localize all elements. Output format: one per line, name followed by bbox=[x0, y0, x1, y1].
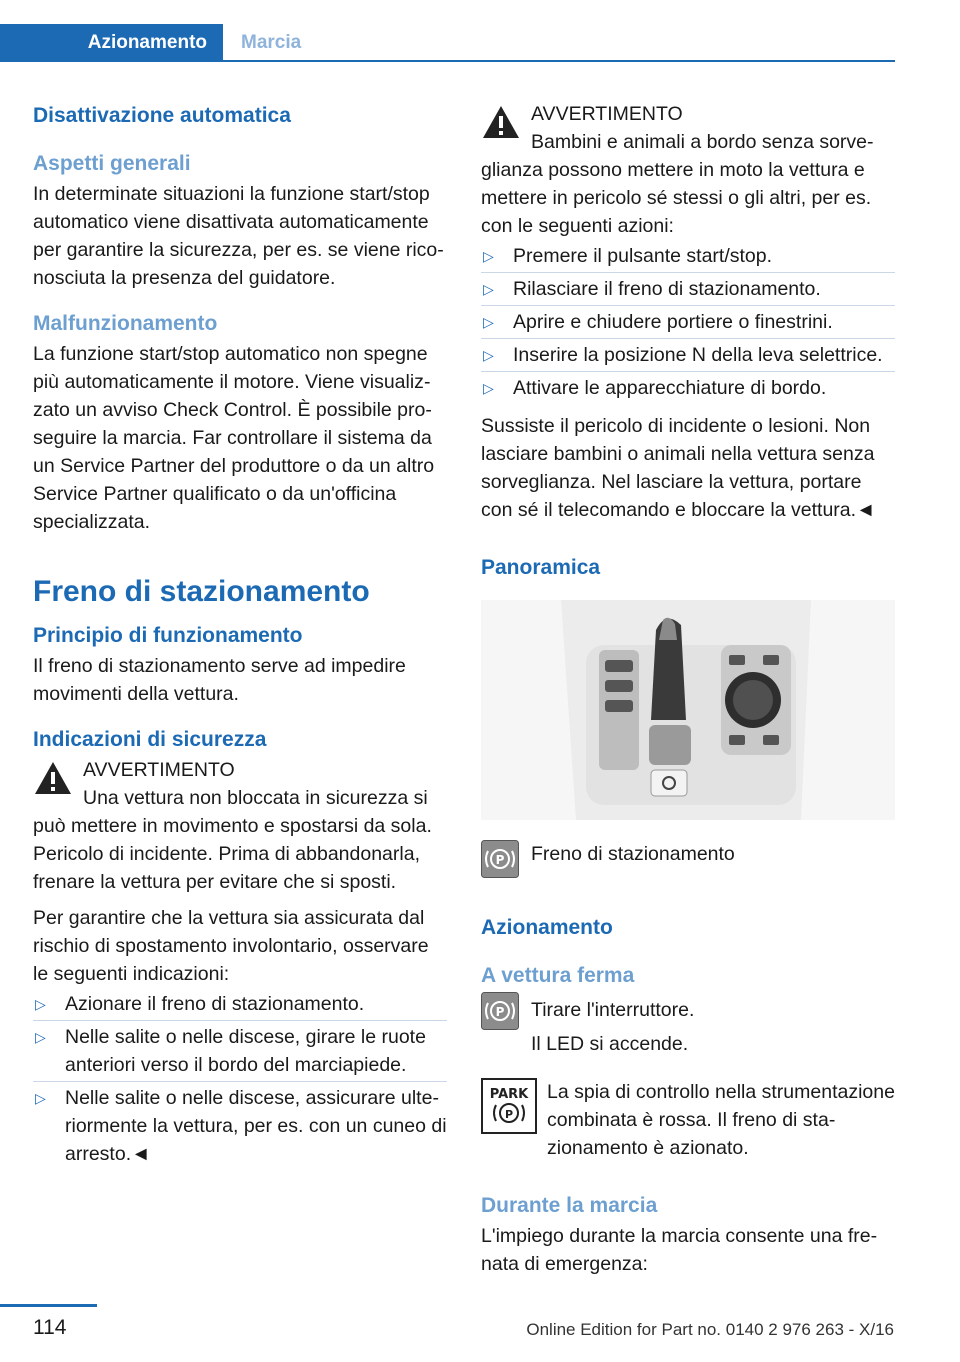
paragraph-led: Il LED si accende. bbox=[531, 1033, 689, 1055]
right-list bbox=[481, 240, 895, 404]
center-console-illustration bbox=[481, 600, 895, 820]
heading-aspetti-generali: Aspetti generali bbox=[33, 152, 191, 175]
warning-title: AVVERTIMENTO bbox=[83, 759, 235, 781]
list-item: ▷ Attivare le apparecchiature di bordo. bbox=[481, 372, 895, 404]
header-tabs bbox=[0, 24, 895, 62]
triangle-bullet-icon: ▷ bbox=[483, 380, 494, 396]
footer-rule bbox=[0, 1304, 97, 1307]
page-number: 114 bbox=[33, 1316, 67, 1339]
svg-text:P: P bbox=[495, 1005, 505, 1019]
paragraph-garantire: Per garantire che la vettura sia assicurata dal rischio di spostamento involontario, osservare le seguenti indicazioni: bbox=[33, 907, 429, 985]
heading-principio: Principio di funzionamento bbox=[33, 624, 303, 647]
paragraph-spia: La spia di controllo nella strumentazione combinata è rossa. Il freno di stazionamento è azionato. bbox=[547, 1081, 895, 1159]
svg-text:PARK: PARK bbox=[489, 1087, 529, 1102]
warning-text: Una vettura non bloccata in sicurezza si può mettere in movimento e spostarsi da sola. Pericolo di incidente. Prima di abbandonarla, frenare la vettura per evitare che si sposti. bbox=[33, 787, 432, 893]
list-item: ▷ Nelle salite o nelle discese, girare le ruote anteriori verso il bordo del marciapiede. bbox=[33, 1021, 447, 1082]
parking-brake-icon bbox=[481, 840, 519, 878]
heading-disattivazione: Disattivazione automatica bbox=[33, 104, 291, 127]
warning-triangle-icon bbox=[33, 760, 73, 796]
list-item: ▷ Rilasciare il freno di stazionamento. bbox=[481, 273, 895, 306]
header-rule bbox=[223, 60, 895, 62]
parking-brake-switch-icon bbox=[481, 992, 519, 1030]
list-item: ▷ Premere il pulsante start/stop. bbox=[481, 240, 895, 273]
paragraph-principio: Il freno di stazionamento serve ad impedire movimenti della vettura. bbox=[33, 655, 406, 705]
heading-durante-marcia: Durante la marcia bbox=[481, 1194, 658, 1217]
triangle-bullet-icon: ▷ bbox=[35, 1029, 46, 1045]
heading-malfunzionamento: Malfunzionamento bbox=[33, 312, 218, 335]
park-indicator-icon bbox=[481, 1078, 537, 1134]
center-console-photo bbox=[481, 600, 895, 820]
warning-title: AVVERTIMENTO bbox=[531, 103, 683, 125]
list-item: ▷ Azionare il freno di stazionamento. bbox=[33, 988, 447, 1021]
paragraph-durante: L'impiego durante la marcia consente una frenata di emergenza: bbox=[481, 1225, 878, 1275]
right-column bbox=[481, 100, 895, 1278]
triangle-bullet-icon: ▷ bbox=[35, 1090, 46, 1106]
triangle-bullet-icon: ▷ bbox=[35, 996, 46, 1012]
paragraph-aspetti: In determinate situazioni la funzione start/stop automatico viene disattivata automaticamente per garantire la sicurezza, per es. se viene riconosciuta la presenza del guidatore. bbox=[33, 183, 444, 289]
warning-block-children bbox=[481, 100, 895, 240]
footer-edition: Online Edition for Part no. 0140 2 976 263 - X/16 bbox=[526, 1320, 894, 1339]
list-item: ▷ Inserire la posizione N della leva selettrice. bbox=[481, 339, 895, 372]
paragraph-sussiste: Sussiste il pericolo di incidente o lesioni. Non lasciare bambini o animali nella vettura senza sorveglianza. Nel lasciare la vettura, portare con sé il telecomando e bloccare la vettura.◄ bbox=[481, 415, 876, 521]
indicator-row bbox=[481, 1078, 895, 1162]
triangle-bullet-icon: ▷ bbox=[483, 248, 494, 264]
svg-text:P: P bbox=[495, 853, 505, 867]
triangle-bullet-icon: ▷ bbox=[483, 314, 494, 330]
warning-text: Bambini e animali a bordo senza sorveglianza possono mettere in moto la vettura e mettere in pericolo sé stessi o gli altri, per es. con le seguenti azioni: bbox=[481, 131, 874, 237]
switch-row bbox=[481, 992, 895, 1058]
heading-azionamento: Azionamento bbox=[481, 916, 613, 939]
paragraph-tirare: Tirare l'interruttore. bbox=[531, 999, 695, 1021]
warning-triangle-icon bbox=[481, 104, 521, 140]
triangle-bullet-icon: ▷ bbox=[483, 281, 494, 297]
heading-vettura-ferma: A vettura ferma bbox=[481, 964, 635, 987]
warning-block bbox=[33, 756, 447, 896]
svg-text:P: P bbox=[504, 1108, 514, 1121]
left-column bbox=[33, 100, 447, 1170]
paragraph-malfunzionamento: La funzione start/stop automatico non spegne più automaticamente il motore. Viene visualizzato un avviso Check Control. È possibile proseguire la marcia. Far controllare il sistema da un Service Partner del produttore o da un altro Service Partner qualificato o da un'officina specializzata. bbox=[33, 343, 435, 533]
heading-indicazioni: Indicazioni di sicurezza bbox=[33, 728, 267, 751]
heading-panoramica: Panoramica bbox=[481, 556, 601, 579]
list-item: ▷ Aprire e chiudere portiere o finestrini. bbox=[481, 306, 895, 339]
triangle-bullet-icon: ▷ bbox=[483, 347, 494, 363]
heading-freno-stazionamento: Freno di stazionamento bbox=[33, 575, 370, 608]
tab-azionamento[interactable]: Azionamento bbox=[0, 24, 223, 62]
left-list bbox=[33, 988, 447, 1170]
list-item: ▷ Nelle salite o nelle discese, assicurare ulteriormente la vettura, per es. con un cuneo di arresto.◄ bbox=[33, 1082, 447, 1170]
caption-row bbox=[481, 840, 895, 884]
tab-marcia[interactable]: Marcia bbox=[241, 32, 302, 53]
caption-freno: Freno di stazionamento bbox=[531, 843, 735, 865]
